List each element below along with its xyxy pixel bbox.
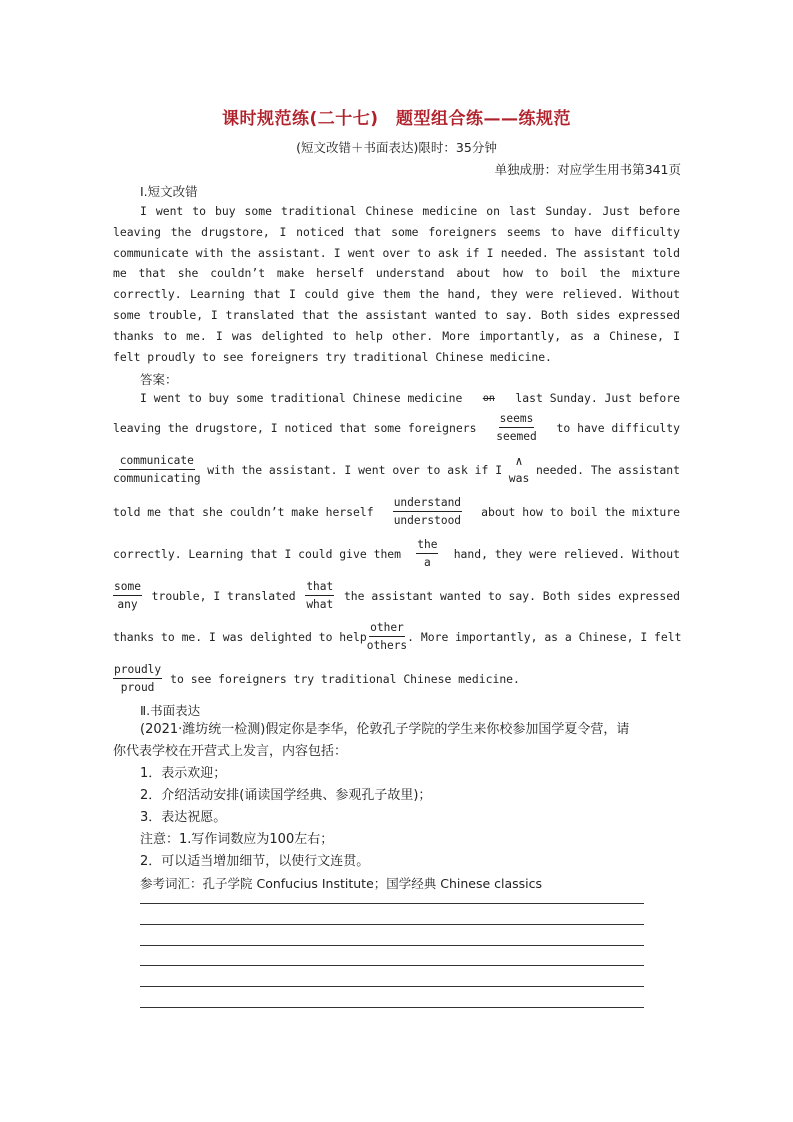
passage-line: to help other. More importantly, as a Chinese, I felt proudly to see foreigners try <box>113 328 681 364</box>
answer-line <box>113 391 680 405</box>
correction-pair <box>113 452 201 487</box>
deleted-word: on <box>482 392 495 404</box>
corrected-word: understood <box>393 514 462 527</box>
answer-text: leaving the drugstore, I noticed that some foreigners <box>113 420 477 435</box>
answer-line <box>113 536 680 571</box>
correction-pair <box>367 619 407 654</box>
writing-line <box>140 965 644 966</box>
passage-line: I went to buy some traditional Chinese medicine on last Sunday. Just before leaving <box>113 204 680 239</box>
answer-line <box>113 452 680 487</box>
answer-line <box>113 619 680 654</box>
note-item: 注意：1.写作词数应为100左右； <box>140 832 334 847</box>
page-subtitle: (短文改错＋书面表达)限时：35分钟 <box>296 140 497 155</box>
prompt-line: (2021·潍坊统一检测)假定你是李华，伦敦孔子学院的学生来你校参加国学夏令营，请 <box>140 722 630 737</box>
corrected-word: communicating <box>113 472 201 485</box>
answer-text: about how to boil the mixture <box>481 504 680 519</box>
writing-line <box>140 924 644 925</box>
answer-line <box>113 410 680 445</box>
content-item: 1．表示欢迎； <box>140 766 227 781</box>
original-word: that <box>305 578 334 596</box>
passage-line: with the assistant. I went over to ask if I needed. The assistant told me that she <box>113 245 681 281</box>
corrected-word: seemed <box>496 430 537 443</box>
insertion-mark <box>509 453 530 487</box>
corrected-word: a <box>423 556 431 569</box>
corrected-word: any <box>117 598 138 611</box>
passage-line: that the assistant wanted to say. Both sides expressed thanks to me. I was delighted <box>113 307 681 343</box>
answer-text: . More importantly, as a Chinese, I felt <box>407 629 682 644</box>
correction-pair <box>393 494 462 529</box>
page-title: 课时规范练(二十七) 题型组合练——练规范 <box>221 109 572 129</box>
original-word: communicate <box>119 452 195 470</box>
answer-text: hand, they were relieved. Without <box>453 546 680 561</box>
original-word: other <box>369 619 405 637</box>
answer-text: to have difficulty <box>556 420 680 435</box>
prompt-line: 你代表学校在开营式上发言，内容包括： <box>113 744 348 759</box>
original-word: the <box>416 536 438 554</box>
answer-line <box>113 494 680 529</box>
writing-line <box>140 986 644 987</box>
correction-pair <box>113 661 162 696</box>
answer-label: 答案： <box>140 372 178 387</box>
note-item: 2．可以适当增加细节，以使行文连贯。 <box>140 854 370 869</box>
original-word: some <box>113 578 142 596</box>
answer-text: needed. The assistant <box>535 462 680 477</box>
caret-icon: ∧ <box>515 453 523 468</box>
book-reference-note: 单独成册：对应学生用书第341页 <box>494 162 681 177</box>
answer-line <box>113 578 680 613</box>
correction-pair <box>305 578 334 613</box>
passage-line: couldn’t make herself understand about how to boil the mixture correctly. Learning <box>113 266 681 302</box>
correction-pair <box>416 536 438 571</box>
passage-line: that I could give them the hand, they were relieved. Without some trouble, I translated <box>113 287 680 322</box>
answer-line <box>113 661 680 696</box>
original-word: seems <box>499 410 535 428</box>
answer-text: thanks to me. I was delighted to help <box>113 629 367 644</box>
correction-pair <box>113 578 142 613</box>
content-item: 2．介绍活动安排(诵读国学经典、参观孔子故里)； <box>140 788 432 803</box>
correction-pair <box>496 410 536 445</box>
reference-vocabulary: 参考词汇：孔子学院 Confucius Institute；国学经典 Chinese classics <box>140 876 543 891</box>
writing-line <box>140 1007 644 1008</box>
content-item: 3．表达祝愿。 <box>140 810 227 825</box>
original-word: understand <box>393 494 462 512</box>
answer-text: told me that she couldn’t make herself <box>113 504 374 519</box>
corrected-word: others <box>366 639 408 652</box>
corrected-word: proud <box>120 681 155 694</box>
writing-line <box>140 945 644 946</box>
answer-text: correctly. Learning that I could give them <box>113 546 402 561</box>
writing-line <box>140 903 644 904</box>
corrected-word: what <box>306 598 334 611</box>
section2-heading: Ⅱ.书面表达 <box>140 703 201 718</box>
passage-line: traditional Chinese medicine. <box>353 349 552 364</box>
answer-text: last Sunday. Just before <box>515 391 680 405</box>
answer-text: I went to buy some traditional Chinese medicine <box>140 391 463 405</box>
answer-text: to see foreigners try traditional Chinese medicine. <box>170 671 520 686</box>
section1-heading: Ⅰ.短文改错 <box>140 184 198 199</box>
original-word: proudly <box>113 661 162 679</box>
answer-text: the assistant wanted to say. Both sides expressed <box>343 588 680 603</box>
answer-text: trouble, I translated <box>151 588 296 603</box>
passage-line: the drugstore, I noticed that some foreigners seems to have difficulty communicate <box>113 224 681 260</box>
answer-text: with the assistant. I went over to ask if I <box>207 462 503 477</box>
error-correction-passage <box>113 201 680 367</box>
inserted-word: was <box>508 470 530 485</box>
